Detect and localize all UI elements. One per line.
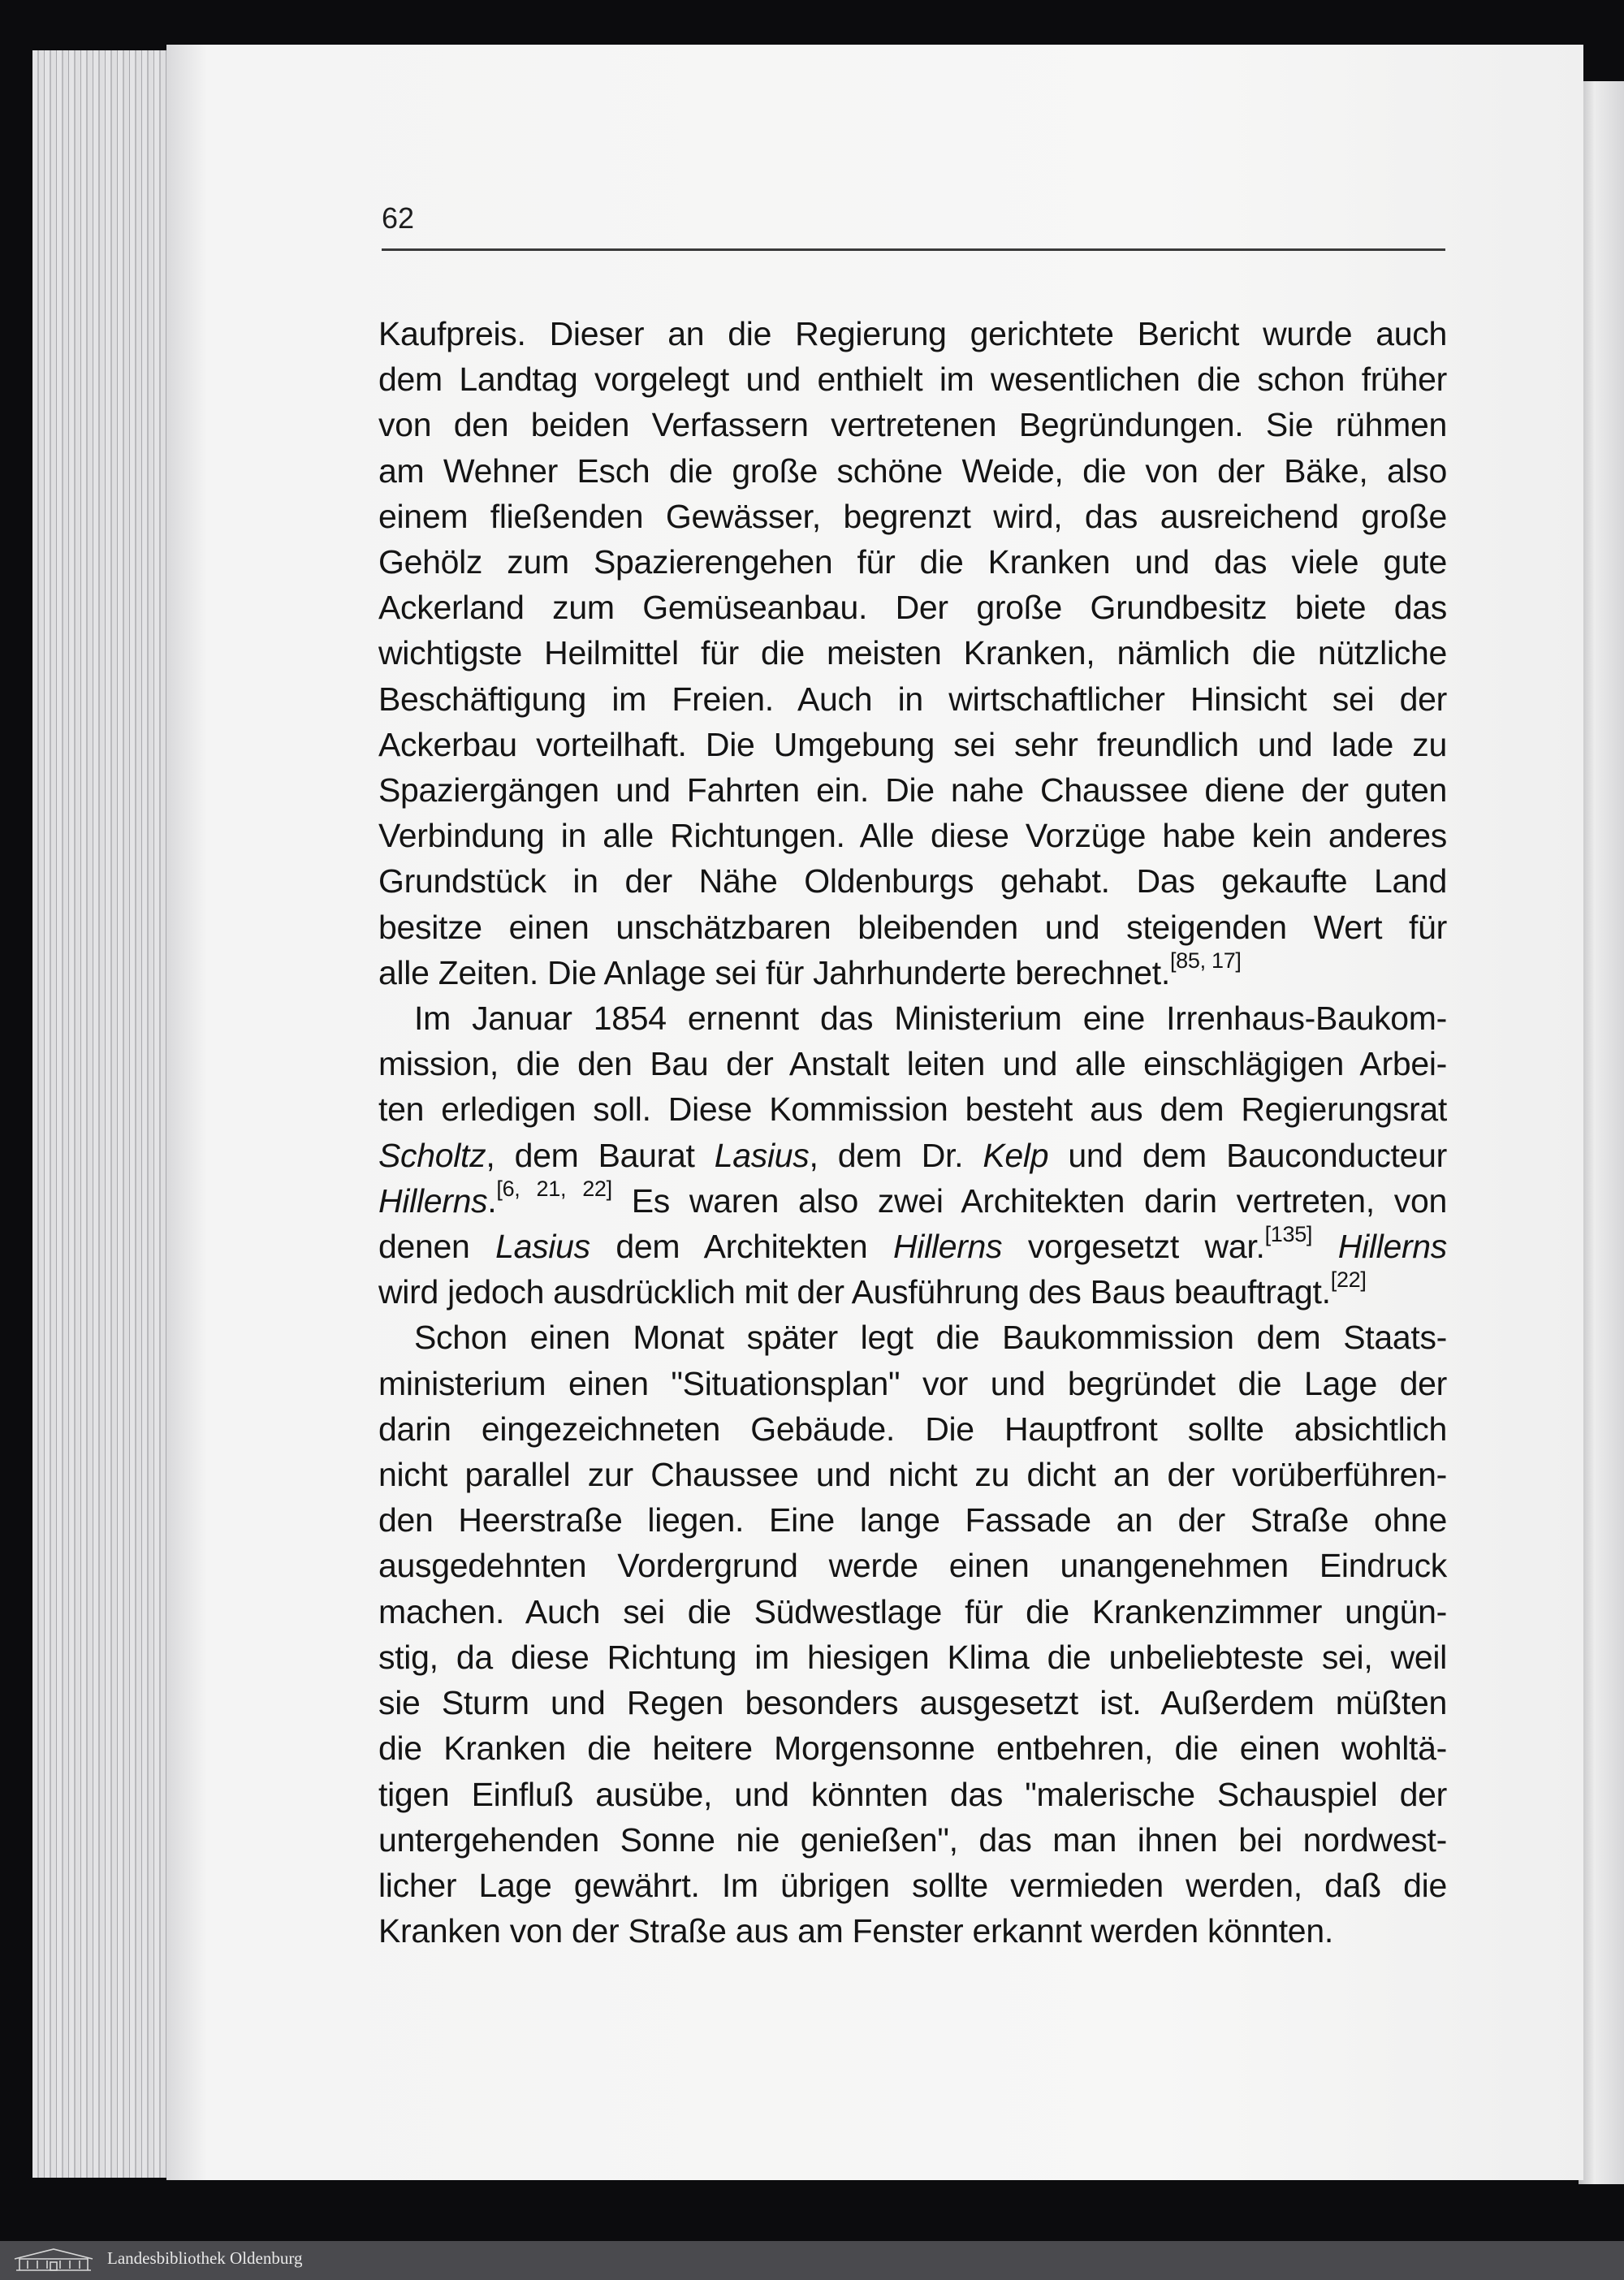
text-line xyxy=(378,1269,1447,1315)
running-header xyxy=(382,201,1445,251)
text-line xyxy=(378,995,1447,1041)
text-line: Gehölz zum Spazierengehen für die Kranken und das viele gute xyxy=(378,543,1447,581)
text-line: Beschäftigung im Freien. Auch in wirtschaftlicher Hinsicht sei der xyxy=(378,680,1447,718)
text-line xyxy=(378,1133,1447,1178)
text-line: wichtigste Heilmittel für die meisten Kranken, nämlich die nützliche xyxy=(378,634,1447,672)
text-line xyxy=(378,1224,1447,1269)
italic-name: Hillerns xyxy=(892,1228,1003,1266)
citation: [85, 17] xyxy=(1169,948,1242,973)
text-run: alle Zeiten. Die Anlage sei für Jahrhunderte berechnet. xyxy=(378,953,1170,991)
italic-name: Scholtz xyxy=(378,1136,486,1174)
text-run: . xyxy=(487,1181,497,1220)
text-line: besitze einen unschätzbaren bleibenden und steigenden Wert für xyxy=(378,908,1447,946)
text-line: licher Lage gewährt. Im übrigen sollte vermieden werden, daß die xyxy=(378,1866,1447,1904)
text-line: untergehenden Sonne nie genießen", das man ihnen bei nordwest- xyxy=(378,1820,1447,1859)
italic-name: Hillerns xyxy=(378,1181,488,1220)
text-line: stig, da diese Richtung im hiesigen Klima die unbeliebteste sei, weil xyxy=(378,1638,1447,1676)
text-run: Im Januar 1854 ernennt das Ministerium eine Irrenhaus-Baukom- xyxy=(414,1000,1447,1038)
text-line xyxy=(378,1178,1447,1224)
italic-name: Hillerns xyxy=(1337,1228,1448,1266)
text-line: am Wehner Esch die große schöne Weide, die von der Bäke, also xyxy=(378,451,1447,490)
text-run: , dem Baurat xyxy=(486,1136,715,1174)
text-line: Spaziergängen und Fahrten ein. Die nahe Chaussee diene der guten xyxy=(378,771,1447,810)
text-run: denen xyxy=(378,1228,496,1266)
text-line: machen. Auch sei die Südwestlage für die Krankenzimmer ungün- xyxy=(378,1592,1447,1630)
text-line: Grundstück in der Nähe Oldenburgs gehabt. Das gekaufte Land xyxy=(378,862,1447,900)
text-line: ausgedehnten Vordergrund werde einen unangenehmen Eindruck xyxy=(378,1547,1447,1585)
text-line: tigen Einfluß ausübe, und könnten das "malerische Schauspiel der xyxy=(378,1775,1447,1813)
text-line: Ackerland zum Gemüseanbau. Der große Grundbesitz biete das xyxy=(378,589,1447,627)
text-run xyxy=(1312,1228,1338,1265)
text-line: darin eingezeichneten Gebäude. Die Hauptfront sollte absichtlich xyxy=(378,1410,1447,1448)
text-line: Kranken von der Straße aus am Fenster erkannt werden könnten. xyxy=(378,1912,1333,1950)
italic-name: Lasius xyxy=(714,1136,810,1174)
text-run: vorgesetzt war. xyxy=(1002,1228,1265,1266)
text-line xyxy=(378,1315,1447,1360)
text-line: den Heerstraße liegen. Eine lange Fassade an der Straße ohne xyxy=(378,1501,1447,1539)
text-line: Kaufpreis. Dieser an die Regierung gerichtete Bericht wurde auch xyxy=(378,315,1447,352)
text-line: ten erledigen soll. Diese Kommission besteht aus dem Regierungsrat xyxy=(378,1090,1447,1129)
italic-name: Lasius xyxy=(495,1228,590,1266)
body-text xyxy=(378,311,1447,1954)
page-number: 62 xyxy=(382,201,415,235)
text-line: einem fließenden Gewässer, begrenzt wird, das ausreichend große xyxy=(378,497,1447,535)
text-line: von den beiden Verfassern vertretenen Begründungen. Sie rühmen xyxy=(378,406,1447,444)
citation: [135] xyxy=(1264,1222,1313,1247)
citation: [6, 21, 22] xyxy=(496,1176,612,1201)
citation: [22] xyxy=(1330,1267,1367,1293)
text-run: , dem Dr. xyxy=(809,1136,983,1174)
facing-page-edge xyxy=(1579,81,1624,2184)
text-line xyxy=(378,950,1447,995)
text-run: Schon einen Monat später legt die Baukommission dem Staats- xyxy=(414,1319,1447,1357)
text-line: nicht parallel zur Chaussee und nicht zu dicht an der vorüberführen- xyxy=(378,1456,1447,1494)
text-line: sie Sturm und Regen besonders ausgesetzt ist. Außerdem müßten xyxy=(378,1684,1447,1722)
italic-name: Kelp xyxy=(983,1136,1049,1174)
text-line: Verbindung in alle Richtungen. Alle diese Vorzüge habe kein anderes xyxy=(378,817,1447,855)
text-line: dem Landtag vorgelegt und enthielt im wesentlichen die schon früher xyxy=(378,361,1447,399)
library-name: Landesbibliothek Oldenburg xyxy=(107,2248,303,2268)
text-line: Ackerbau vorteilhaft. Die Umgebung sei sehr freundlich und lade zu xyxy=(378,725,1447,763)
text-run: und dem Bauconducteur xyxy=(1048,1136,1447,1174)
text-line: mission, die den Bau der Anstalt leiten und alle einschlägigen Arbei- xyxy=(378,1045,1447,1083)
text-run: Es waren also zwei Architekten darin vertreten, von xyxy=(611,1181,1447,1220)
text-line: die Kranken die heitere Morgensonne entbehren, die einen wohltä- xyxy=(378,1729,1447,1768)
text-run: wird jedoch ausdrücklich mit der Ausführung des Baus beauftragt. xyxy=(378,1273,1331,1311)
library-building-icon xyxy=(11,2246,96,2275)
text-line: ministerium einen "Situationsplan" vor und begründet die Lage der xyxy=(378,1364,1447,1402)
text-run: dem Architekten xyxy=(590,1228,893,1266)
